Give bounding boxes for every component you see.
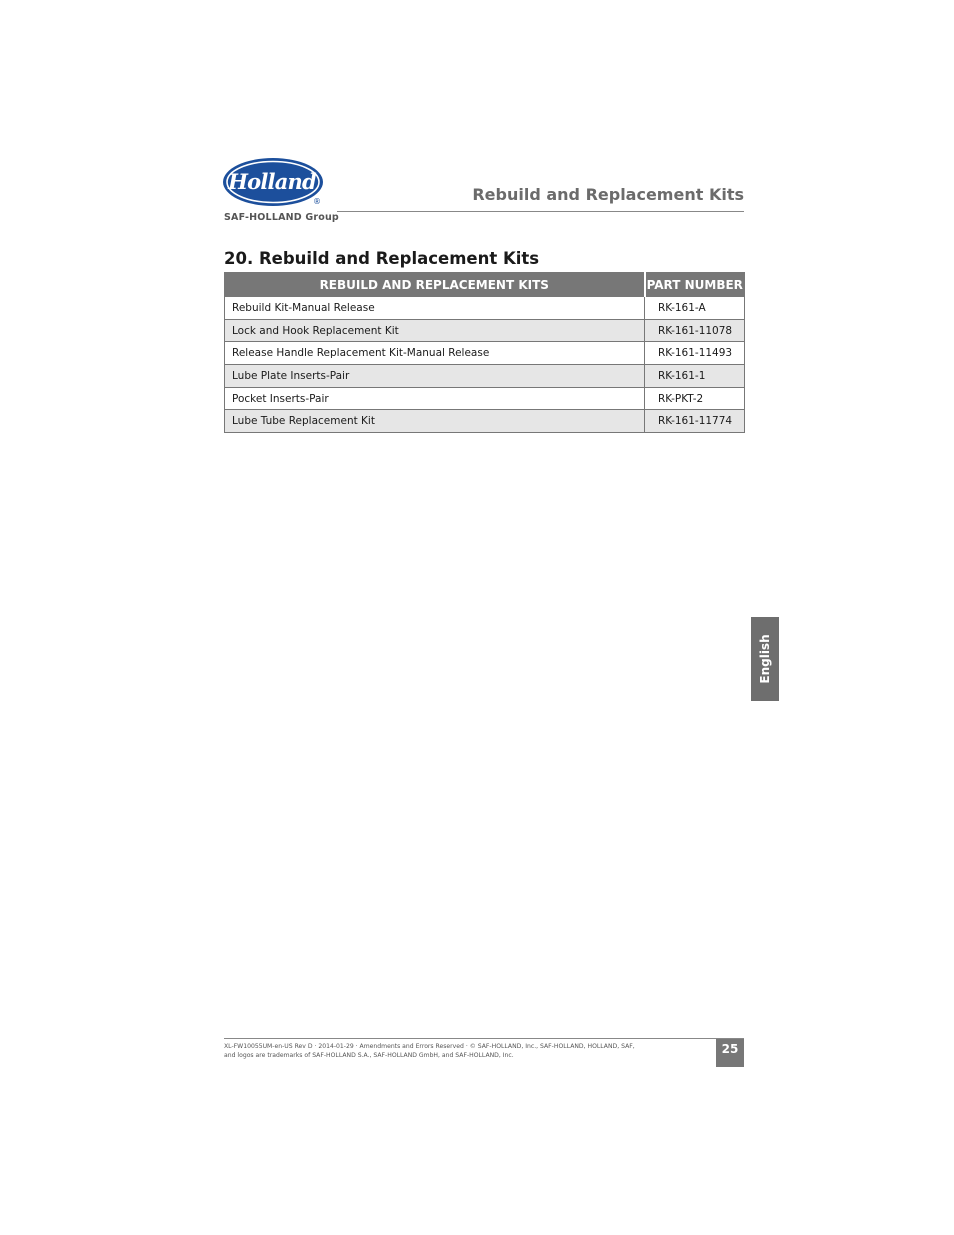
footer-line-2: and logos are trademarks of SAF-HOLLAND S.A., SAF-HOLLAND GmbH, and SAF-HOLLAND, Inc. [224, 1052, 514, 1059]
kit-description: Release Handle Replacement Kit-Manual Release [225, 342, 645, 365]
table-row [225, 410, 745, 433]
footer-legal-text [224, 1042, 694, 1060]
running-header-title: Rebuild and Replacement Kits [472, 185, 744, 204]
logo-wordmark: Holland [228, 169, 316, 194]
kits-table [224, 272, 745, 433]
part-number: RK-PKT-2 [645, 387, 745, 410]
column-header-kits: REBUILD AND REPLACEMENT KITS [225, 273, 645, 297]
kit-description: Lube Tube Replacement Kit [225, 410, 645, 433]
language-tab [751, 617, 779, 701]
table-row [225, 342, 745, 365]
language-tab-label: English [758, 634, 772, 684]
logo-group-label: SAF-HOLLAND Group [224, 212, 339, 223]
part-number: RK-161-A [645, 297, 745, 320]
kit-description: Lube Plate Inserts-Pair [225, 365, 645, 388]
holland-logo [222, 157, 326, 209]
part-number: RK-161-11774 [645, 410, 745, 433]
page-number: 25 [716, 1039, 744, 1067]
part-number: RK-161-11493 [645, 342, 745, 365]
part-number: RK-161-11078 [645, 319, 745, 342]
part-number: RK-161-1 [645, 365, 745, 388]
kit-description: Lock and Hook Replacement Kit [225, 319, 645, 342]
table-row [225, 365, 745, 388]
column-header-part-number: PART NUMBER [645, 273, 745, 297]
table-row [225, 387, 745, 410]
footer-line-1: XL-FW10055UM-en-US Rev D · 2014-01-29 · Amendments and Errors Reserved · © SAF-HOLLAND, Inc., SAF-HOLLAND, HOLLAND, SAF, [224, 1043, 635, 1050]
footer-divider [224, 1038, 744, 1039]
logo-registered-mark: ® [313, 197, 321, 206]
header-divider [337, 211, 744, 212]
kit-description: Rebuild Kit-Manual Release [225, 297, 645, 320]
section-title: 20. Rebuild and Replacement Kits [224, 249, 540, 268]
table-header-row [225, 273, 745, 297]
table-row [225, 319, 745, 342]
table-row [225, 297, 745, 320]
kit-description: Pocket Inserts-Pair [225, 387, 645, 410]
